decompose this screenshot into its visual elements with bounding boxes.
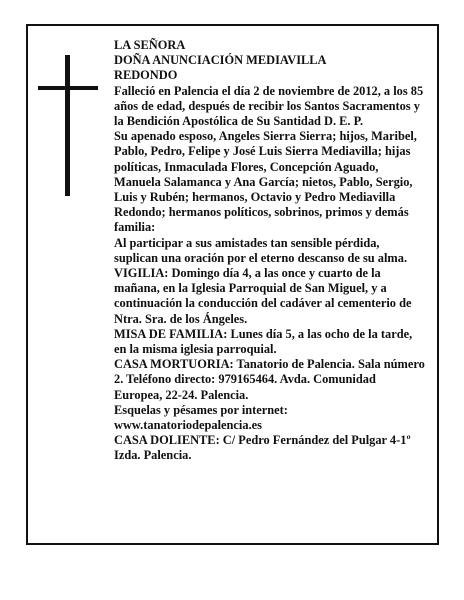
internet-info: Esquelas y pésames por internet: www.tanatoriodepalencia.es (114, 402, 288, 433)
mourning-house-info: CASA DOLIENTE: C/ Pedro Fernández del Pulgar 4-1º Izda. Palencia. (114, 433, 411, 463)
vigil-info: VIGILIA: Domingo día 4, a las once y cuarto de la mañana, en la Iglesia Parroquial de San Miguel, y a continuación la conducción del cadáver al cementerio de Ntra. Sra. de los Ángeles. (114, 266, 412, 326)
obituary-text (114, 38, 426, 464)
death-notice: Falleció en Palencia el día 2 de noviembre de 2012, a los 85 años de edad, después de recibir los Santos Sacramentos y la Bendición Apostólica de Su Santidad D. E. P. (114, 83, 424, 129)
prayer-request: Al participar a sus amistades tan sensible pérdida, suplican una oración por el eterno descanso de su alma. (114, 235, 408, 265)
funeral-home-info: CASA MORTUORIA: Tanatorio de Palencia. Sala número 2. Teléfono directo: 979165464. Avda. Comunidad Europea, 22-24. Palencia. (114, 357, 425, 402)
title-line-3: REDONDO (114, 68, 178, 83)
family-mass-info: MISA DE FAMILIA: Lunes día 5, a las ocho de la tarde, en la misma iglesia parroquial. (114, 326, 413, 357)
family-list: Su apenado esposo, Angeles Sierra Sierra; hijos, Maribel, Pablo, Pedro, Felipe y José Luis Sierra Mediavilla; hijas políticas, Inmaculada Flores, Concepción Aguado, Manuela Salamanca y Ana García; nietos, Pablo, Sergio, Luis y Rubén; hermanos, Octavio y Pedro Mediavilla Redondo; hermanos políticos, sobrinos, primos y demás familia: (114, 129, 417, 235)
cross-icon (65, 55, 70, 196)
title-line-2: DOÑA ANUNCIACIÓN MEDIAVILLA (114, 53, 327, 68)
cross-icon-crossbar (38, 86, 98, 90)
title-line-1: LA SEÑORA (114, 38, 186, 52)
